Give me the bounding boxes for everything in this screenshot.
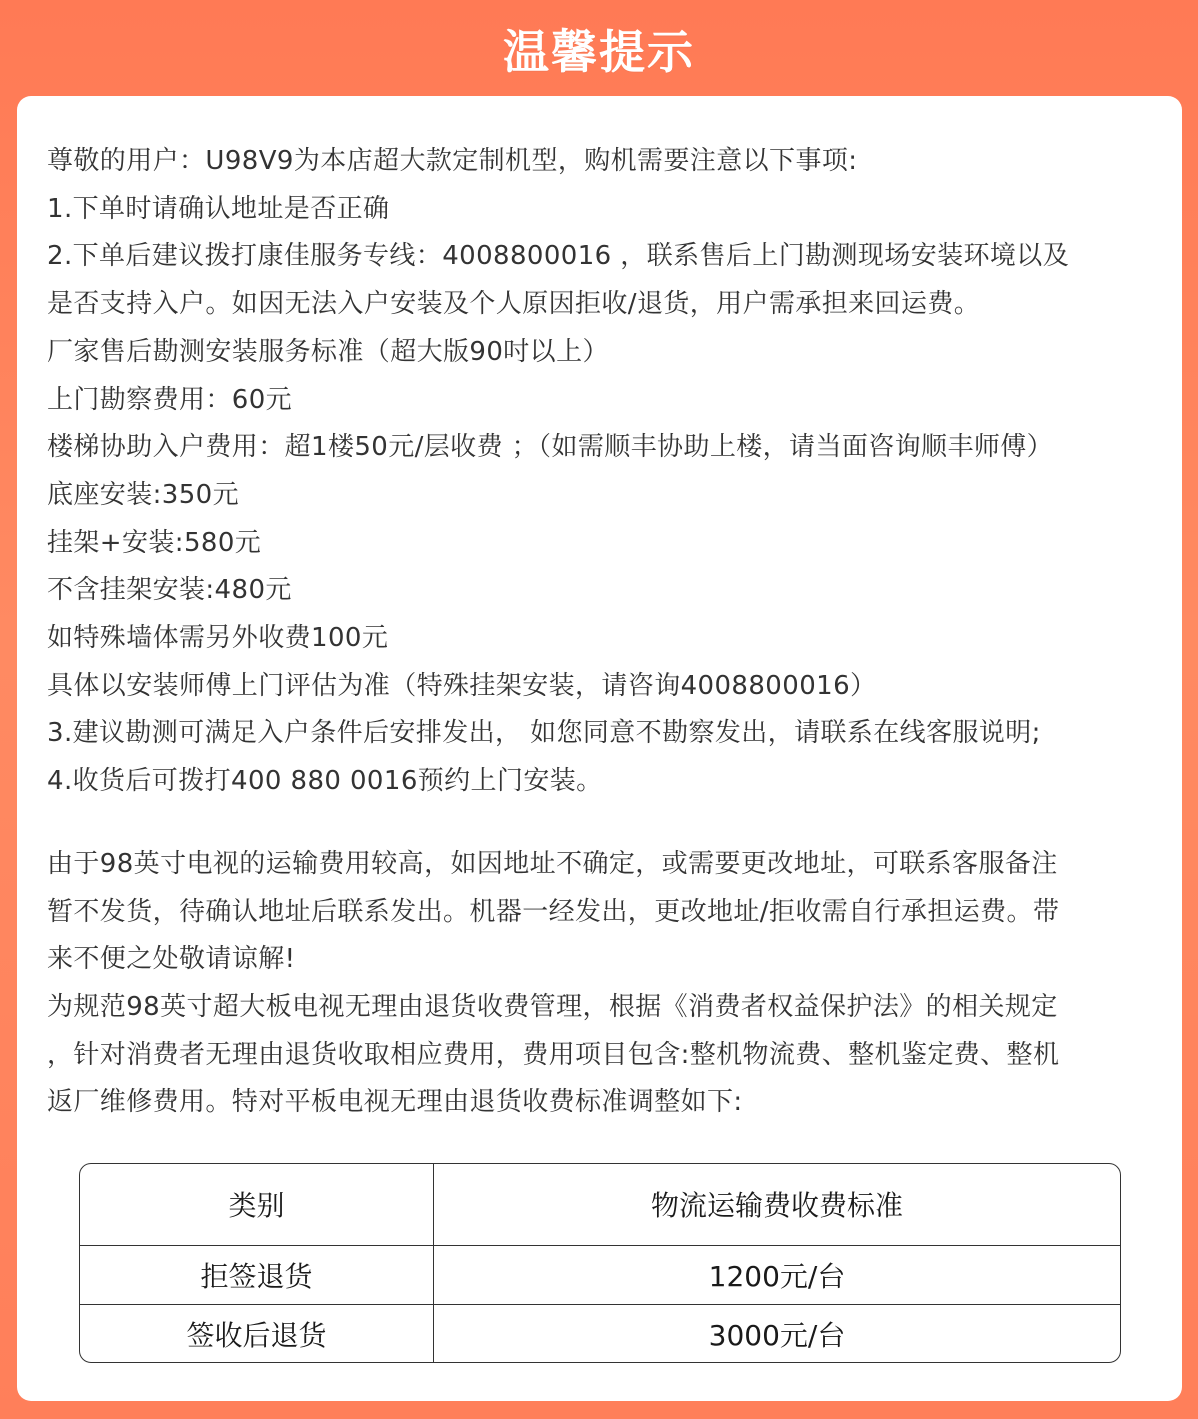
notice-line: 底座安装:350元: [47, 479, 239, 510]
paragraph-line: 由于98英寸电视的运输费用较高，如因地址不确定，或需要更改地址，可联系客服备注: [47, 848, 1058, 879]
notice-line: 楼梯协助入户费用：超1楼50元/层收费 ；（如需顺丰协助上楼，请当面咨询顺丰师傅）: [47, 432, 1054, 463]
paragraph-line: 来不便之处敬请谅解!: [47, 944, 296, 975]
paragraph-line: 返厂维修费用。特对平板电视无理由退货收费标准调整如下:: [47, 1087, 743, 1118]
notice-line: 4.收货后可拨打400 880 0016预约上门安装。: [47, 766, 603, 797]
table-row: [80, 1304, 1120, 1363]
notice-card: [17, 96, 1182, 1401]
notice-line: 如特殊墙体需另外收费100元: [47, 623, 389, 654]
paragraph-line: 暂不发货，待确认地址后联系发出。机器一经发出，更改地址/拒收需自行承担运费。带: [47, 896, 1060, 927]
fee-table: [79, 1163, 1121, 1363]
notice-line: 尊敬的用户：U98V9为本店超大款定制机型，购机需要注意以下事项:: [47, 146, 858, 176]
paragraph-line: 为规范98英寸超大板电视无理由退货收费管理，根据《消费者权益保护法》的相关规定: [47, 991, 1058, 1022]
notice-line: 上门勘察费用：60元: [47, 384, 293, 415]
table-cell-fee: 3000元/台: [434, 1304, 1121, 1363]
table-row: [80, 1245, 1120, 1304]
column-header-fee-standard: 物流运输费收费标准: [434, 1164, 1121, 1245]
notice-content: [47, 138, 1157, 1127]
table-header-row: [80, 1164, 1120, 1245]
column-header-category: 类别: [80, 1164, 434, 1245]
notice-line: 不含挂架安装:480元: [47, 575, 292, 606]
notice-line: 是否支持入户。如因无法入户安装及个人原因拒收/退货，用户需承担来回运费。: [47, 289, 981, 320]
paragraph-gap: [47, 806, 1157, 841]
notice-line: 1.下单时请确认地址是否正确: [47, 193, 390, 224]
table-cell-category: 签收后退货: [80, 1304, 434, 1363]
notice-line: 3.建议勘测可满足入户条件后安排发出， 如您同意不勘察发出，请联系在线客服说明;: [47, 718, 1041, 749]
notice-line: 厂家售后勘测安装服务标准（超大版90吋以上）: [47, 336, 609, 367]
notice-line: 挂架+安装:580元: [47, 527, 262, 558]
table-cell-category: 拒签退货: [80, 1245, 434, 1304]
notice-line: 2.下单后建议拨打康佳服务专线：4008800016 ，联系售后上门勘测现场安装环境以及: [47, 241, 1070, 272]
table-cell-fee: 1200元/台: [434, 1245, 1121, 1304]
page-title: 温馨提示: [503, 25, 695, 79]
paragraph-line: ，针对消费者无理由退货收取相应费用，费用项目包含:整机物流费、整机鉴定费、整机: [47, 1039, 1060, 1070]
notice-line: 具体以安装师傅上门评估为准（特殊挂架安装，请咨询4008800016）: [47, 670, 877, 701]
